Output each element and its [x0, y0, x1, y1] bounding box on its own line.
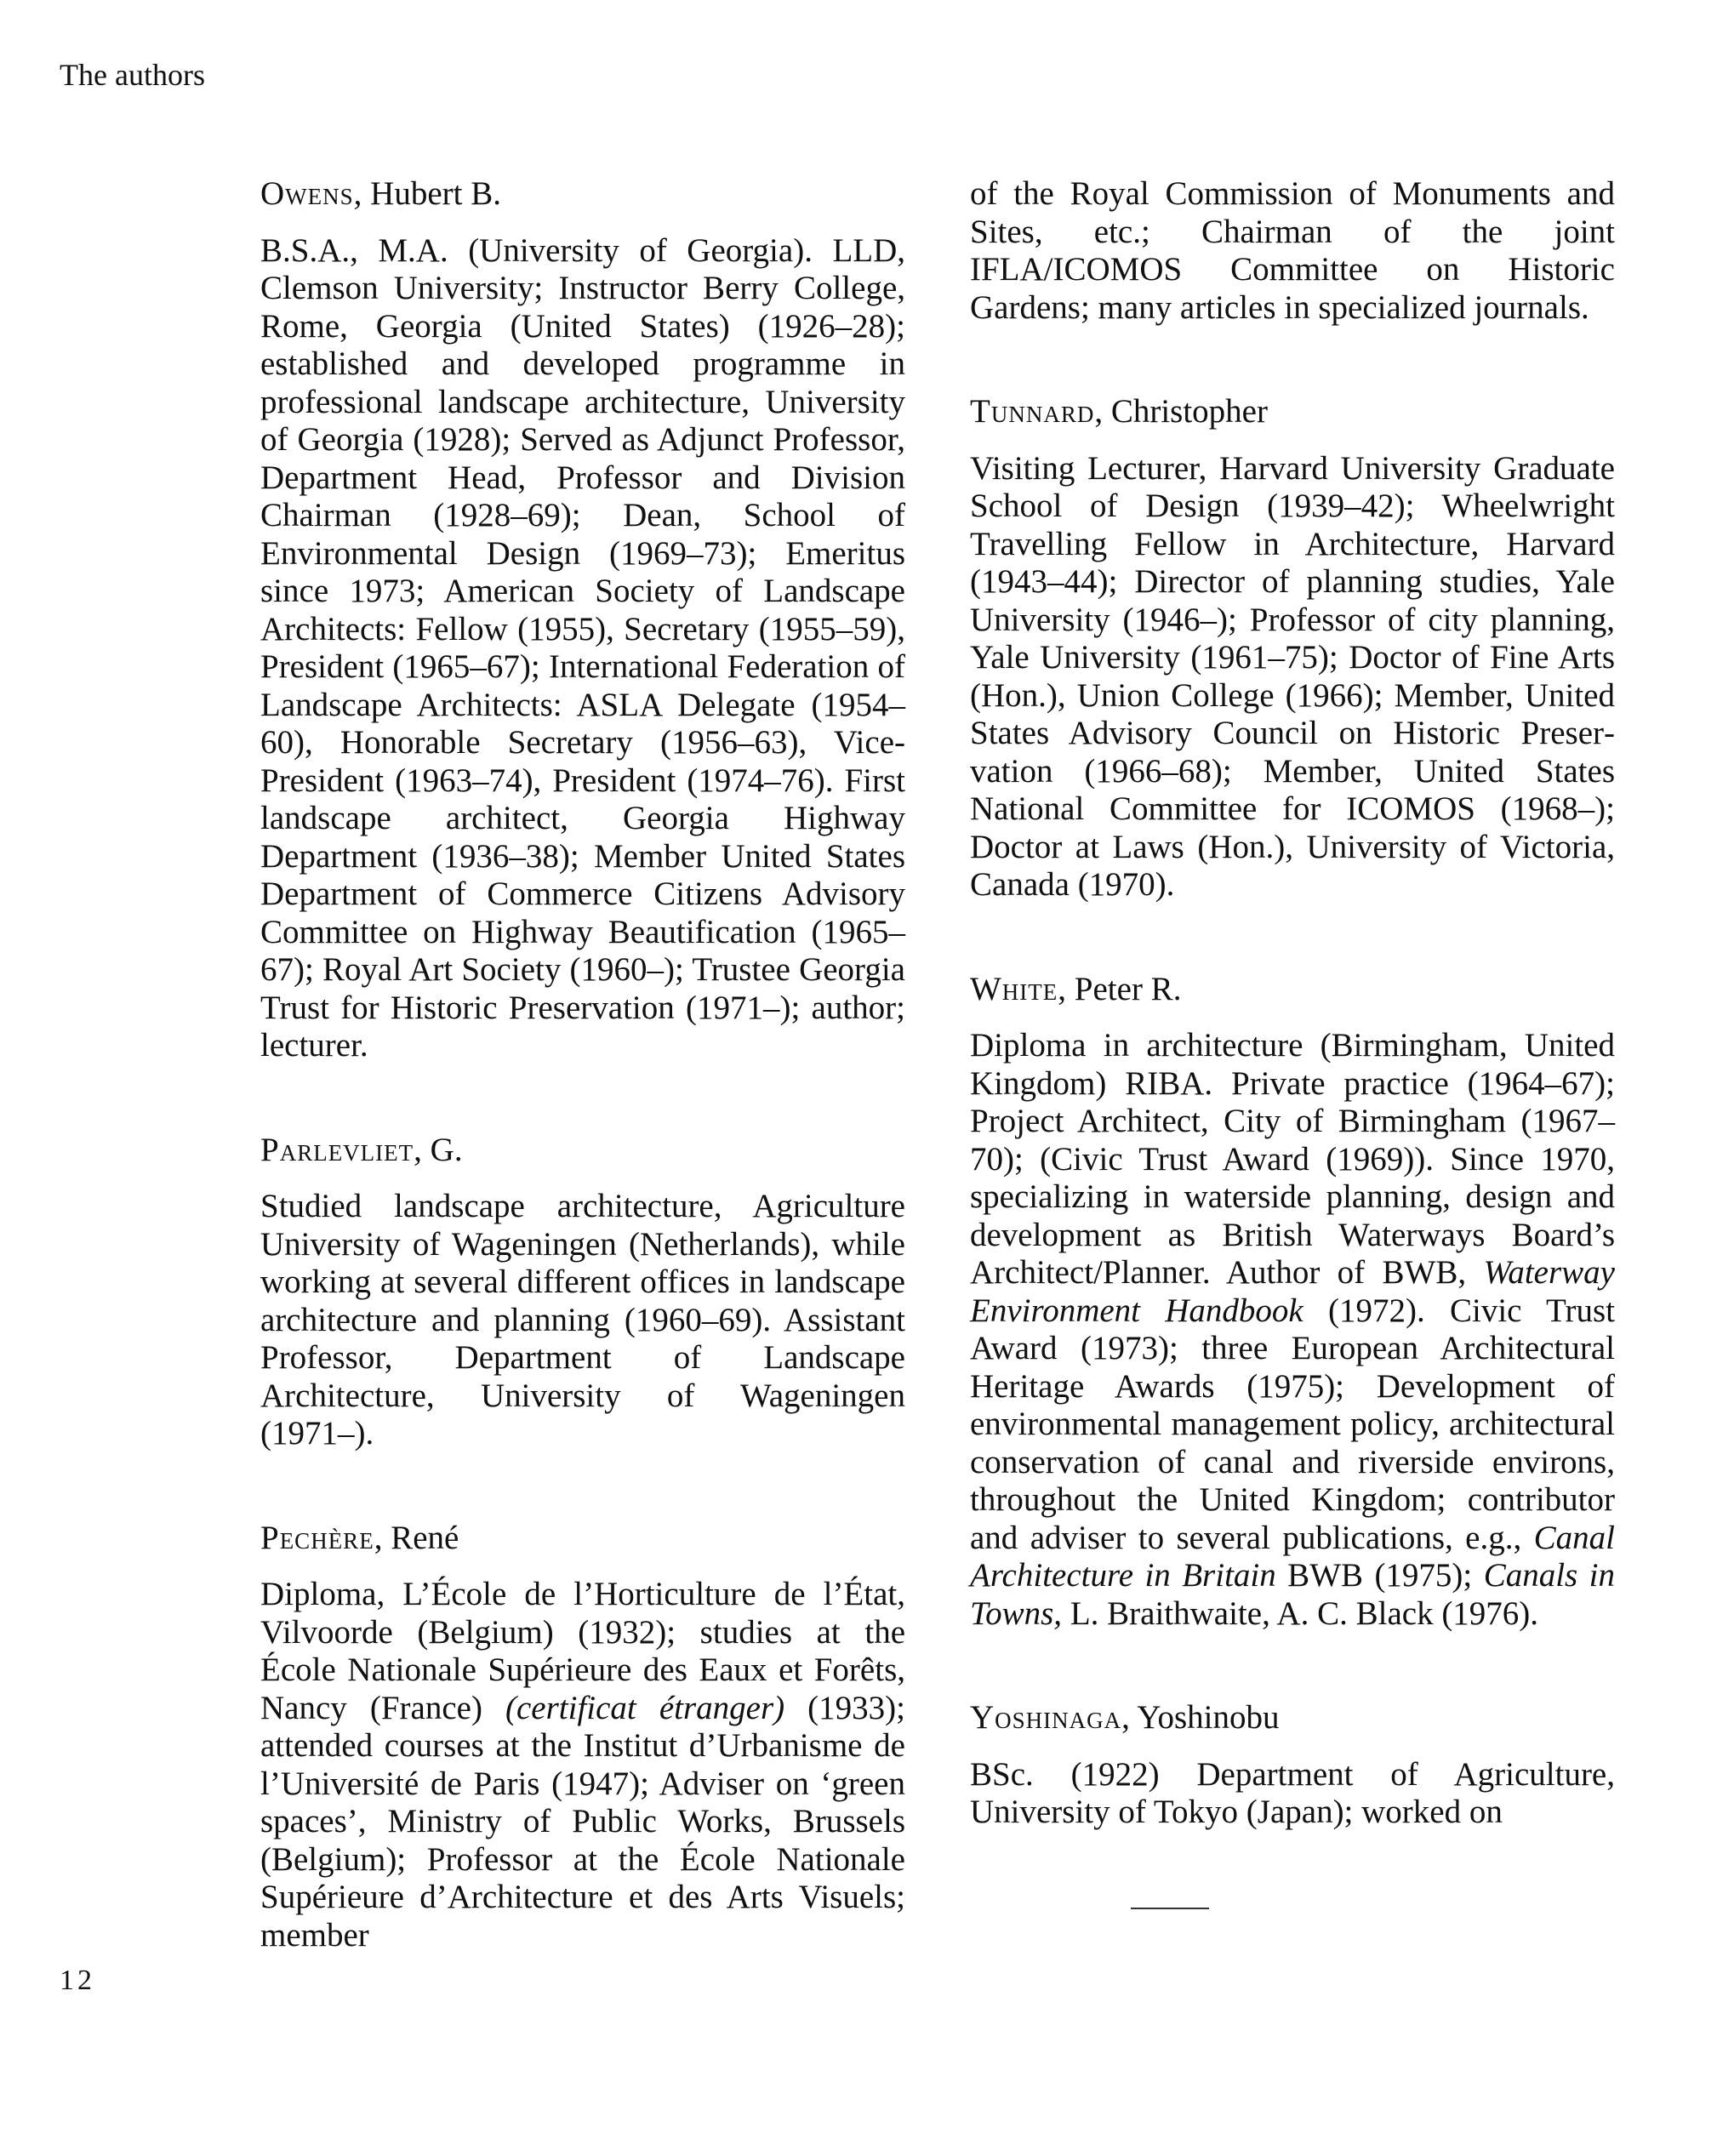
author-entry-owens	[260, 175, 905, 1065]
author-name	[260, 1520, 905, 1558]
author-surname: Tunnard	[970, 393, 1095, 430]
author-biography: Visiting Lecturer, Harvard University Graduate School of Design (1939–42); Wheelwright Travelling Fellow in Architecture, Harvard (1943–44); Director of planning studies, Yale University (1946–); Professor of city planning, Yale University (1961–75); Doctor of Fine Arts (Hon.), Union College (1966); Member, United States Advisory Council on Historic Preservation (1966–68); Member, United States National Committee for ICOMOS (1968–); Doctor at Laws (Hon.), University of Victoria, Canada (1970).	[970, 449, 1615, 903]
author-biography	[260, 1576, 905, 1954]
biography-italic-text: Canals in Towns,	[970, 1557, 1615, 1632]
biography-text: BWB (1975);	[1275, 1557, 1484, 1594]
author-biography: BSc. (1922) Department of Agriculture, University of Tokyo (Japan); worked on	[970, 1755, 1615, 1830]
biography-italic-text: (certificat étranger)	[505, 1689, 785, 1726]
author-given-name: , G.	[414, 1131, 463, 1168]
author-biography	[970, 1027, 1615, 1633]
author-biography: Studied landscape architecture, Agriculture University of Wageningen (Netherlands), while working at several different offices in landscape architecture and planning (1960–69). Assistant Professor, Department of Landscape Architecture, University of Wageningen (1971–).	[260, 1188, 905, 1452]
author-biography: B.S.A., M.A. (University of Georgia). LLD, Clemson University; Instructor Berry College, Rome, Georgia (United States) (1926–28); established and developed programme in professional landscape architecture, University of Georgia (1928); Served as Adjunct Professor, Department Head, Professor and Division Chairman (1928–69); Dean, School of Environmental Design (1969–73); Emeritus since 1973; American Society of Landscape Architects: Fellow (1955), Secretary (1955–59), President (1965–67); International Federation of Landscape Architects: ASLA Delegate (1954–60), Honorable Secretary (1956–63), Vice-President (1963–74), President (1974–76). First landscape architect, Georgia Highway Department (1936–38); Member United States Department of Commerce Citizens Advisory Committee on Highway Beautification (1965–67); Royal Art Society (1960–); Trustee Georgia Trust for Historic Preservation (1971–); author; lecturer.	[260, 231, 905, 1064]
biography-text: Diploma, L’École de l’Horticulture de l’État, Vilvoorde (Belgium) (1932); studies at the École Nationale Supérieure des Eaux et Forêts, Nancy (France)	[260, 1576, 905, 1726]
author-given-name: , René	[374, 1519, 459, 1556]
author-given-name: , Christopher	[1094, 393, 1268, 430]
biography-text: L. Braithwaite, A. C. Black (1976).	[1062, 1594, 1539, 1632]
author-entry-pechere	[260, 1520, 905, 1955]
biography-text: Diploma in architecture (Birmingham, United Kingdom) RIBA. Private practice (1964–67); Project Architect, City of Birmingham (1967–70); (Civic Trust Award (1969)). Since 1970, specializing in waterside planning, design and development as British Waterways Board’s Architect/Planner. Author of BWB,	[970, 1027, 1615, 1291]
left-column	[260, 175, 905, 1954]
author-name	[970, 393, 1615, 431]
author-biography-continued: of the Royal Commission of Monuments and Sites, etc.; Chairman of the joint IFLA/ICOMOS Committee on Historic Gardens; many articles in specialized journals.	[970, 175, 1615, 326]
running-head: The authors	[60, 58, 205, 92]
author-name	[970, 971, 1615, 1009]
biography-text: (1972). Civic Trust Award (1973); three European Architectural Heritage Awards (1975); Development of environmental management policy, architectural conservation of canal and riverside environs, throughout the United Kingdom; contributor and adviser to several publications, e.g.,	[970, 1292, 1616, 1556]
author-entry-parlevliet	[260, 1132, 905, 1453]
author-entry-pechere-continued	[970, 175, 1615, 327]
author-name	[260, 175, 905, 214]
author-name	[260, 1132, 905, 1170]
author-surname: Pechère	[260, 1519, 374, 1556]
author-entry-tunnard	[970, 393, 1615, 904]
author-given-name: , Peter R.	[1058, 970, 1182, 1007]
author-surname: Parlevliet	[260, 1131, 414, 1168]
author-given-name: , Hubert B.	[353, 175, 501, 212]
author-entry-white	[970, 971, 1615, 1634]
author-surname: Yoshinaga	[970, 1699, 1122, 1736]
right-column	[970, 175, 1615, 1832]
author-entry-yoshinaga	[970, 1699, 1615, 1832]
section-divider-rule	[1131, 1908, 1209, 1909]
biography-text: (1933); attended courses at the Institut d’Urbanisme de l’Université de Paris (1947); Adviser on ‘green spaces’, Ministry of Public Works, Brussels (Belgium); Professor at the École Nationale Supérieure d’Architecture et des Arts Visuels; member	[260, 1689, 905, 1954]
page-number: 12	[60, 1965, 95, 1996]
author-name	[970, 1699, 1615, 1737]
author-given-name: , Yoshinobu	[1121, 1699, 1280, 1736]
biography-italic-text: Waterway Environment Handbook	[970, 1254, 1615, 1329]
biography-italic-text: Canal Architecture in Britain	[970, 1519, 1615, 1594]
author-surname: White	[970, 970, 1058, 1007]
author-surname: Owens	[260, 175, 354, 212]
